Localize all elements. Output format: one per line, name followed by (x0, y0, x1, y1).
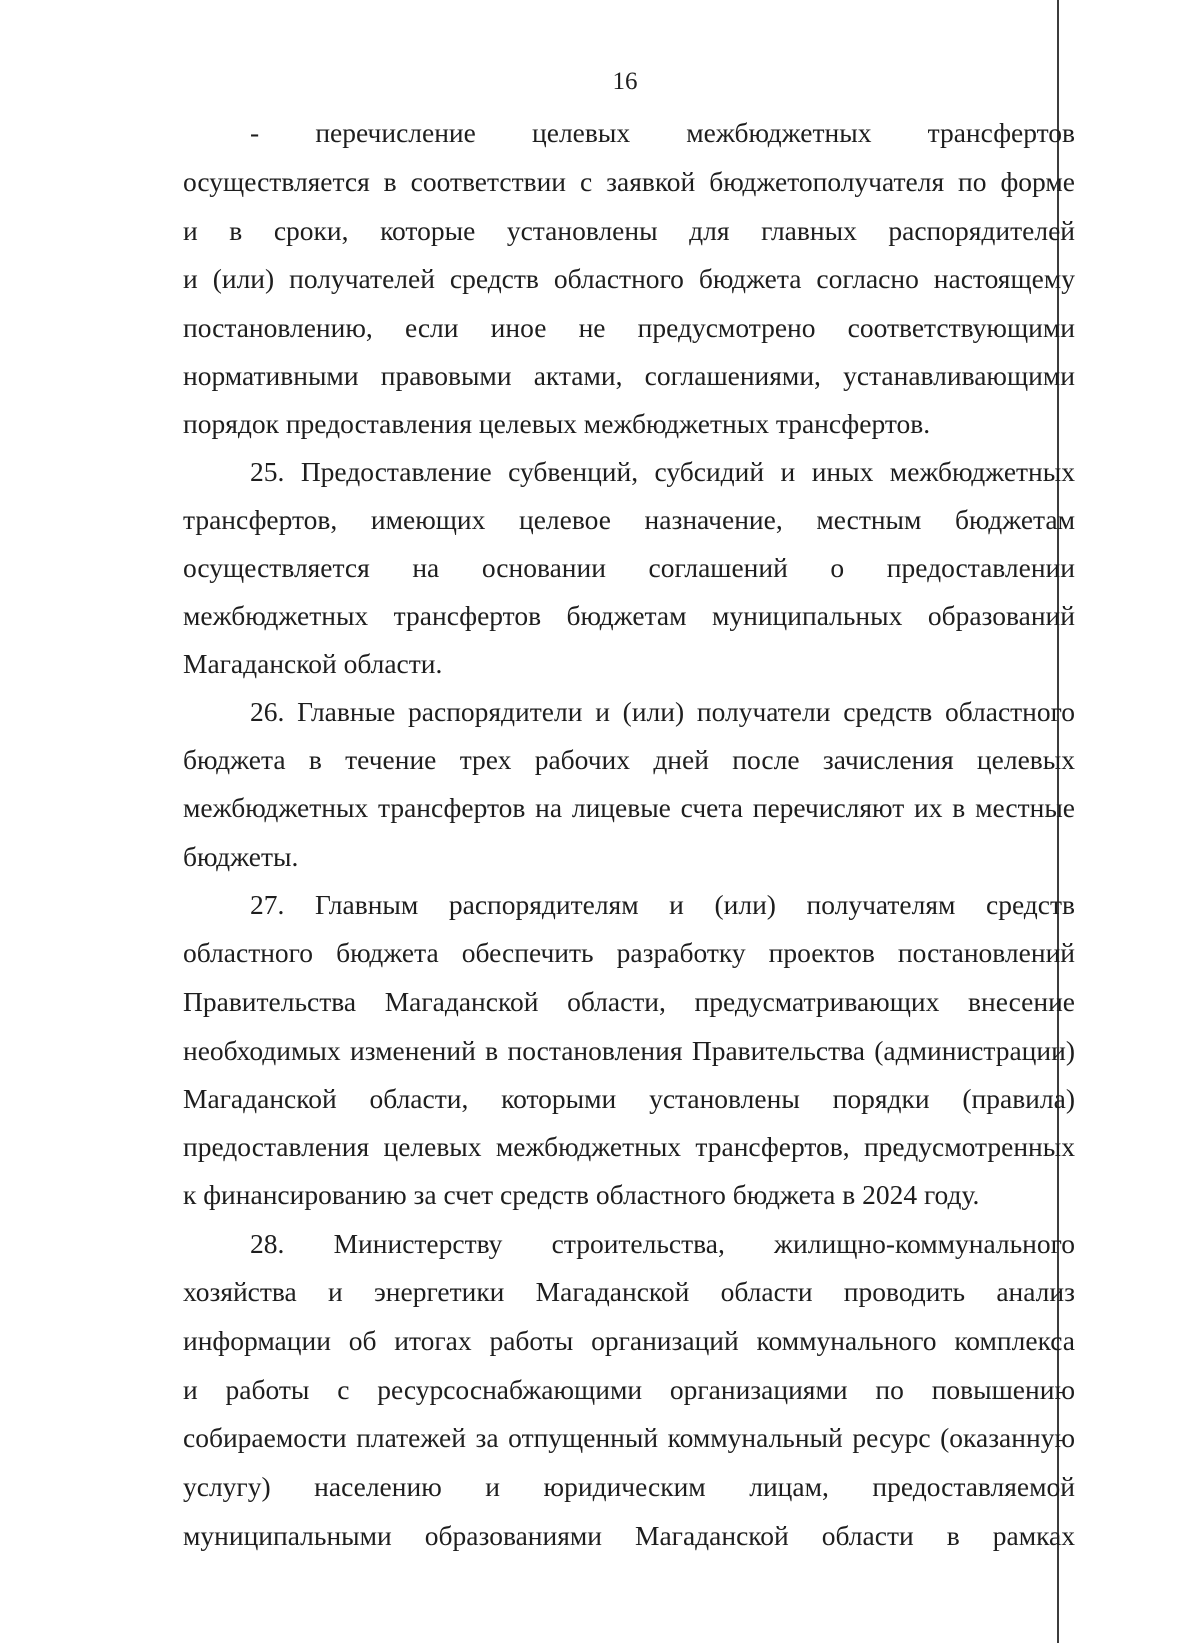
page-number: 16 (612, 68, 638, 95)
text-line: осуществляется в соответствии с заявкой бюджетополучателя по форме (183, 166, 1075, 197)
text-line: бюджеты. (183, 841, 299, 872)
text-line: порядок предоставления целевых межбюджетных трансфертов. (183, 408, 931, 439)
text-line: информации об итогах работы организаций коммунального комплекса (183, 1325, 1075, 1356)
text-line: и работы с ресурсоснабжающими организациями по повышению (183, 1374, 1075, 1405)
text-line: межбюджетных трансфертов на лицевые счета перечисляют их в местные (183, 792, 1075, 823)
text-line: и (или) получателей средств областного бюджета согласно настоящему (183, 263, 1075, 294)
text-line: муниципальными образованиями Магаданской области в рамках (183, 1520, 1075, 1551)
text-line: и в сроки, которые установлены для главных распорядителей (183, 215, 1075, 246)
text-line: 26. Главные распорядители и (или) получатели средств областного (250, 696, 1075, 727)
text-line: 25. Предоставление субвенций, субсидий и иных межбюджетных (250, 456, 1075, 487)
text-line: Правительства Магаданской области, предусматривающих внесение (183, 986, 1075, 1017)
text-line: бюджета в течение трех рабочих дней после зачисления целевых (183, 744, 1075, 775)
text-line: нормативными правовыми актами, соглашениями, устанавливающими (183, 360, 1075, 391)
text-line: Магаданской области. (183, 648, 443, 679)
text-line: услугу) населению и юридическим лицам, предоставляемой (183, 1471, 1075, 1502)
text-line: трансфертов, имеющих целевое назначение, местным бюджетам (183, 504, 1075, 535)
text-line: постановлению, если иное не предусмотрено соответствующими (183, 312, 1075, 343)
text-line: предоставления целевых межбюджетных трансфертов, предусмотренных (183, 1131, 1075, 1162)
text-line: межбюджетных трансфертов бюджетам муниципальных образований (183, 600, 1075, 631)
text-line: хозяйства и энергетики Магаданской области проводить анализ (183, 1276, 1075, 1307)
text-line: - перечисление целевых межбюджетных трансфертов (250, 117, 1075, 148)
text-line: 28. Министерству строительства, жилищно-коммунального (250, 1228, 1075, 1259)
text-line: необходимых изменений в постановления Правительства (администрации) (183, 1035, 1075, 1066)
text-line: Магаданской области, которыми установлены порядки (правила) (183, 1083, 1075, 1114)
text-line: 27. Главным распорядителям и (или) получателям средств (250, 889, 1075, 920)
text-line: к финансированию за счет средств областного бюджета в 2024 году. (183, 1179, 980, 1210)
text-line: осуществляется на основании соглашений о предоставлении (183, 552, 1075, 583)
text-line: собираемости платежей за отпущенный коммунальный ресурс (оказанную (183, 1422, 1075, 1453)
text-line: областного бюджета обеспечить разработку проектов постановлений (183, 937, 1075, 968)
